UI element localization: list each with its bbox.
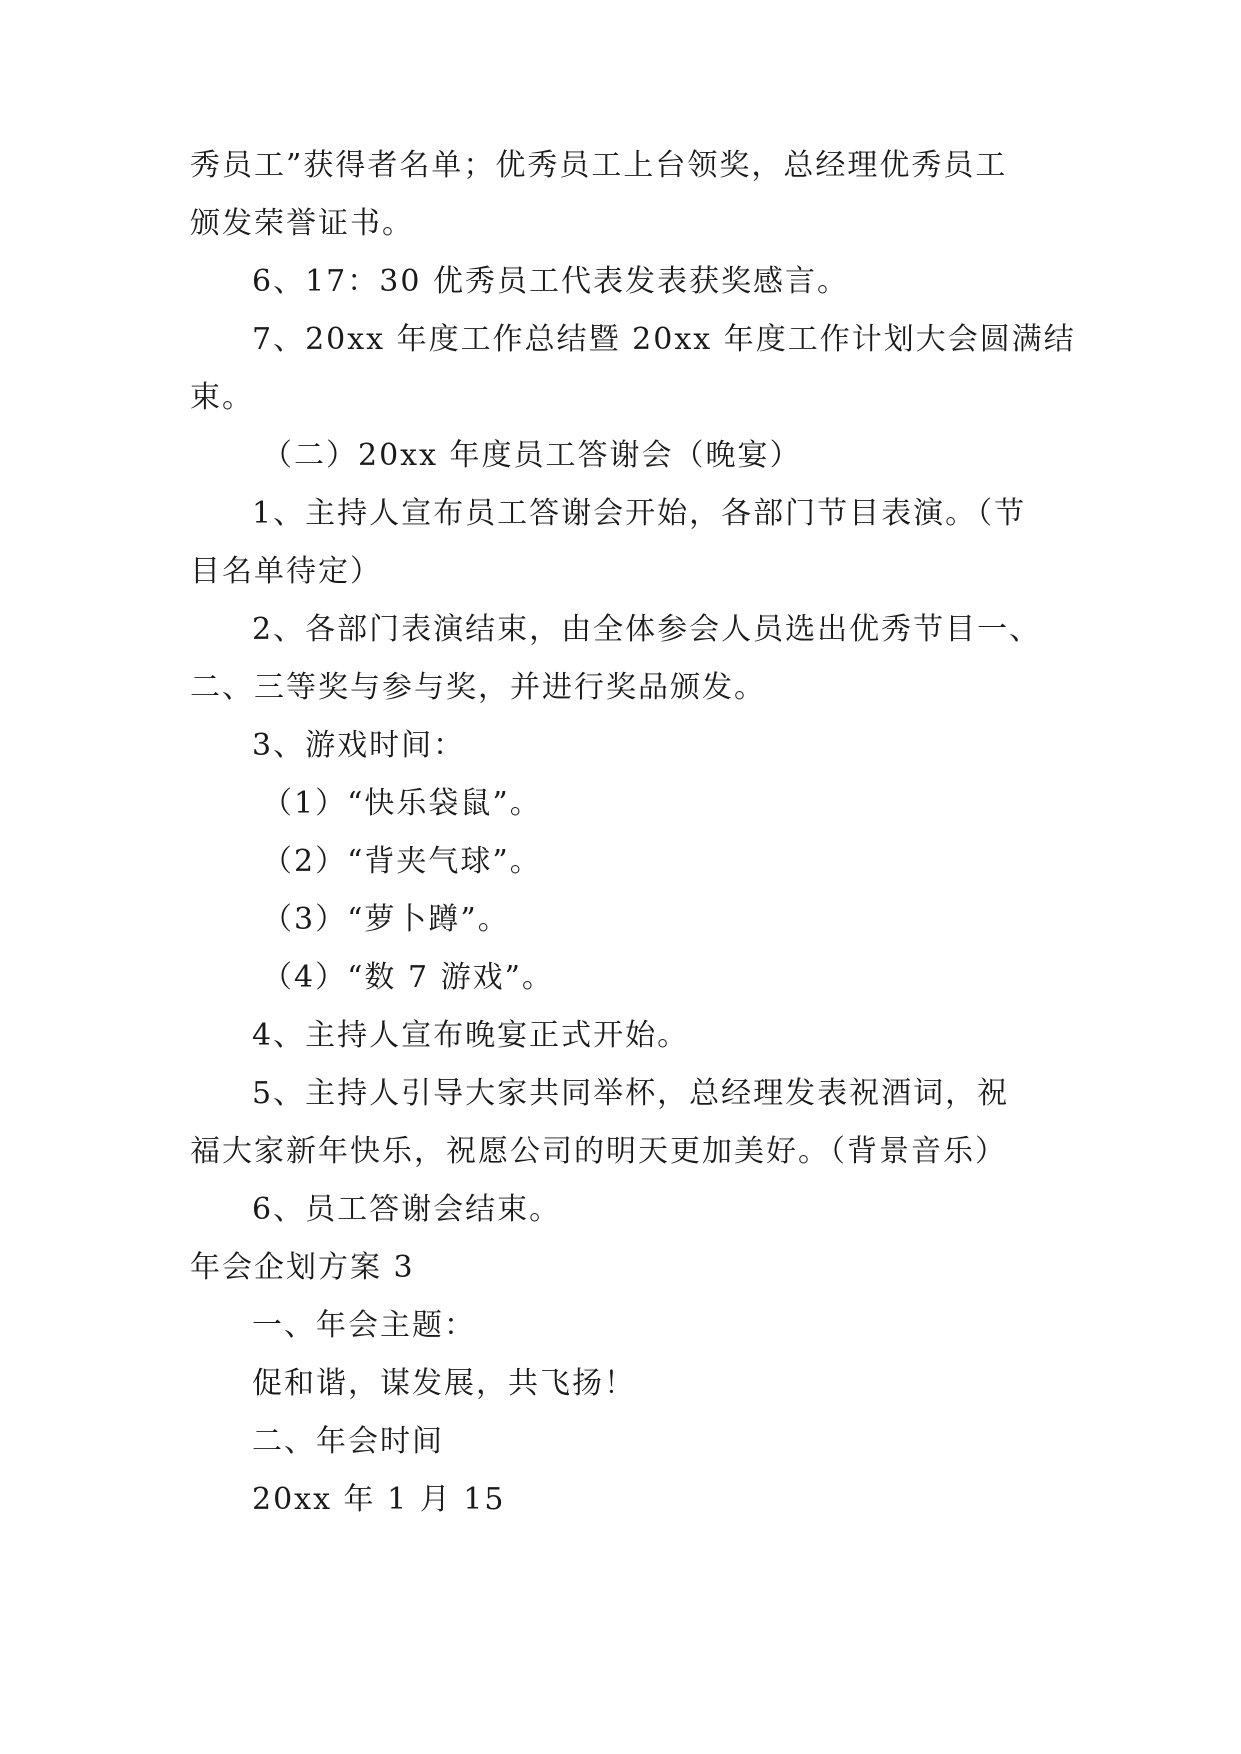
- list-item: 6、员工答谢会结束。: [252, 1192, 562, 1227]
- list-item: 6、17：30 优秀员工代表发表获奖感言。: [252, 264, 849, 299]
- list-item: 1、主持人宣布员工答谢会开始，各部门节目表演。（节: [252, 496, 1027, 531]
- list-item: 3、游戏时间：: [252, 728, 466, 763]
- list-item: 4、主持人宣布晚宴正式开始。: [252, 1018, 690, 1053]
- paragraph-line: 二、三等奖与参与奖，并进行奖品颁发。: [190, 670, 766, 705]
- section-heading: 二、年会时间: [252, 1424, 444, 1459]
- paragraph-line: 20xx 年 1 月 15: [252, 1482, 506, 1517]
- section-heading: 一、年会主题：: [252, 1308, 476, 1343]
- sub-list-item: （4）“数 7 游戏”。: [262, 960, 554, 995]
- paragraph-line: 颁发荣誉证书。: [190, 206, 414, 241]
- list-item: 5、主持人引导大家共同举杯，总经理发表祝酒词，祝: [252, 1076, 1010, 1111]
- sub-list-item: （2）“背夹气球”。: [262, 844, 542, 879]
- paragraph-line: 促和谐，谋发展，共飞扬！: [252, 1366, 636, 1401]
- sub-list-item: （1）“快乐袋鼠”。: [262, 786, 542, 821]
- paragraph-line: 束。: [190, 380, 254, 415]
- paragraph-line: 福大家新年快乐，祝愿公司的明天更加美好。（背景音乐）: [190, 1134, 1007, 1169]
- paragraph-line: 目名单待定）: [190, 554, 382, 589]
- sub-list-item: （3）“萝卜蹲”。: [262, 902, 510, 937]
- list-item: 2、各部门表演结束，由全体参会人员选出优秀节目一、: [252, 612, 1042, 647]
- document-title: 年会企划方案 3: [190, 1250, 415, 1285]
- list-item: 7、20xx 年度工作总结暨 20xx 年度工作计划大会圆满结: [252, 322, 1076, 357]
- section-heading: （二）20xx 年度员工答谢会（晚宴）: [262, 438, 802, 473]
- paragraph-line: 秀员工”获得者名单；优秀员工上台领奖，总经理优秀员工: [190, 148, 1008, 183]
